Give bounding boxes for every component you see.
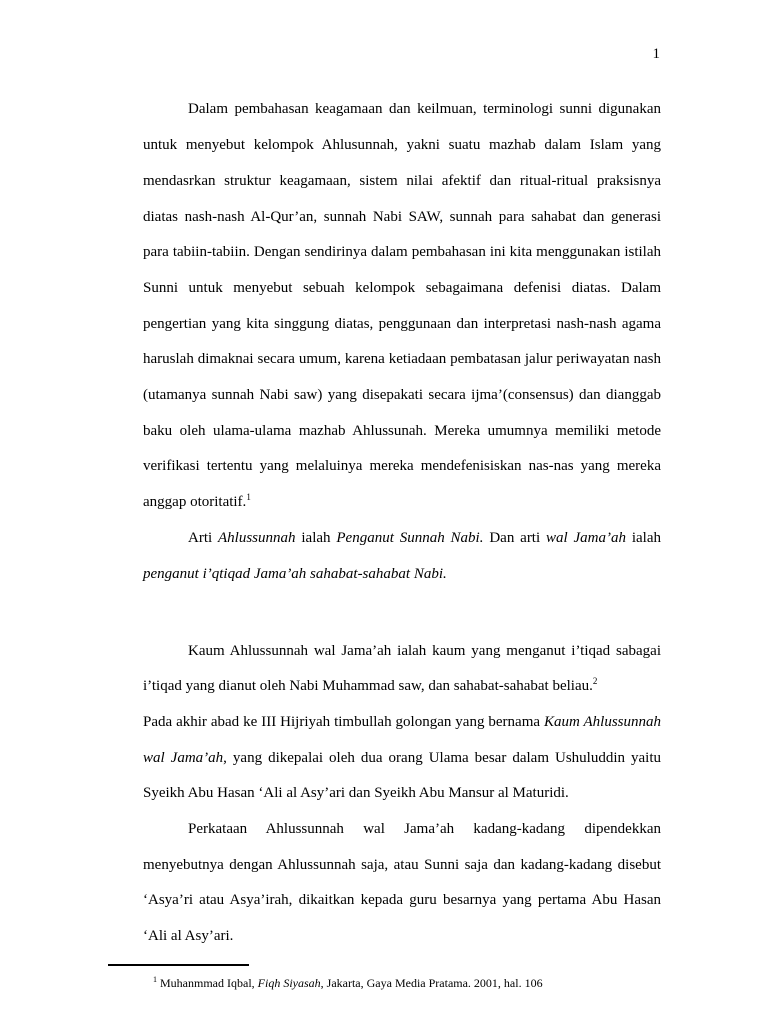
footnote-reference[interactable]: 2: [592, 676, 598, 686]
paragraph-line: untuk menyebut kelompok Ahlusunnah, yakni suatu mazhab dalam Islam yang: [143, 137, 661, 153]
paragraph-text: Arti: [188, 530, 219, 546]
paragraph-line: [143, 712, 661, 732]
paragraph-line: [143, 564, 661, 584]
paragraph-text: i’tiqad yang dianut oleh Nabi Muhammad saw, dan sahabat-sahabat beliau.: [143, 678, 593, 694]
italic-term: penganut i’qtiqad Jama’ah sahabat-sahabat Nabi.: [143, 566, 447, 582]
paragraph-text: ialah: [626, 530, 661, 546]
paragraph-line: verifikasi tertentu yang melaluinya mereka mendefenisiskan nas-nas yang mereka: [143, 458, 661, 474]
paragraph-line: mendasrkan struktur keagamaan, sistem nilai afektif dan ritual-ritual praksisnya: [143, 173, 661, 189]
footnote-number: 1: [153, 975, 157, 984]
paragraph-line: haruslah dimaknai secara umum, karena ketiadaan pembatasan jalur periwayatan nash: [143, 351, 661, 367]
paragraph-text: ialah: [295, 530, 337, 546]
paragraph-line: Syeikh Abu Hasan ‘Ali al Asy’ari dan Syeikh Abu Mansur al Maturidi.: [143, 785, 569, 801]
paragraph-text: Dan arti: [483, 530, 546, 546]
footnote-author: Muhanmmad Iqbal,: [160, 976, 258, 990]
paragraph-text: , yang dikepalai oleh dua orang Ulama besar dalam Ushuluddin yaitu: [223, 750, 661, 766]
paragraph-text: anggap otoritatif.: [143, 494, 247, 510]
italic-term: wal Jama’ah: [546, 530, 626, 546]
italic-term: Ahlussunnah: [218, 530, 296, 546]
paragraph-line: Kaum Ahlussunnah wal Jama’ah ialah kaum yang menganut i’tiqad sabagai: [188, 643, 661, 659]
paragraph-line: menyebutnya dengan Ahlussunnah saja, atau Sunni saja dan kadang-kadang disebut: [143, 857, 661, 873]
paragraph-line: ‘Ali al Asy’ari.: [143, 928, 234, 944]
footnote: [153, 974, 543, 992]
paragraph-line: Sunni untuk menyebut sebuah kelompok sebagaimana defenisi diatas. Dalam: [143, 280, 661, 296]
paragraph-line: Perkataan Ahlussunnah wal Jama’ah kadang-kadang dipendekkan: [188, 821, 661, 837]
footnote-separator: [108, 964, 249, 966]
page-number: 1: [652, 46, 660, 62]
paragraph-line: [143, 492, 661, 512]
paragraph-line: para tabiin-tabiin. Dengan sendirinya dalam pembahasan ini kita menggunakan istilah: [143, 244, 661, 260]
italic-term: Penganut Sunnah Nabi.: [336, 530, 484, 546]
italic-term: Kaum Ahlussunnah: [543, 714, 661, 730]
paragraph-line: [188, 528, 661, 548]
paragraph-line: Dalam pembahasan keagamaan dan keilmuan, terminologi sunni digunakan: [188, 101, 661, 117]
paragraph-line: baku oleh ulama-ulama mazhab Ahlussunah. Mereka umumnya memiliki metode: [143, 423, 661, 439]
footnote-reference[interactable]: 1: [246, 492, 251, 502]
paragraph-line: pengertian yang kita singgung diatas, penggunaan dan interpretasi nash-nash agama: [143, 316, 661, 332]
italic-term: wal Jama’ah: [143, 750, 224, 766]
paragraph-line: diatas nash-nash Al-Qur’an, sunnah Nabi SAW, sunnah para sahabat dan generasi: [143, 209, 661, 225]
footnote-details: , Jakarta, Gaya Media Pratama. 2001, hal. 106: [320, 976, 543, 990]
paragraph-line: (utamanya sunnah Nabi saw) yang disepakati secara ijma’(consensus) dan dianggab: [143, 387, 661, 403]
footnote-title: Fiqh Siyasah: [257, 976, 321, 990]
paragraph-line: ‘Asya’ri atau Asya’irah, dikaitkan kepada guru besarnya yang pertama Abu Hasan: [143, 892, 661, 908]
paragraph-text: Pada akhir abad ke III Hijriyah timbullah golongan yang bernama: [143, 714, 544, 730]
paragraph-line: [143, 748, 661, 768]
paragraph-line: [143, 676, 661, 696]
